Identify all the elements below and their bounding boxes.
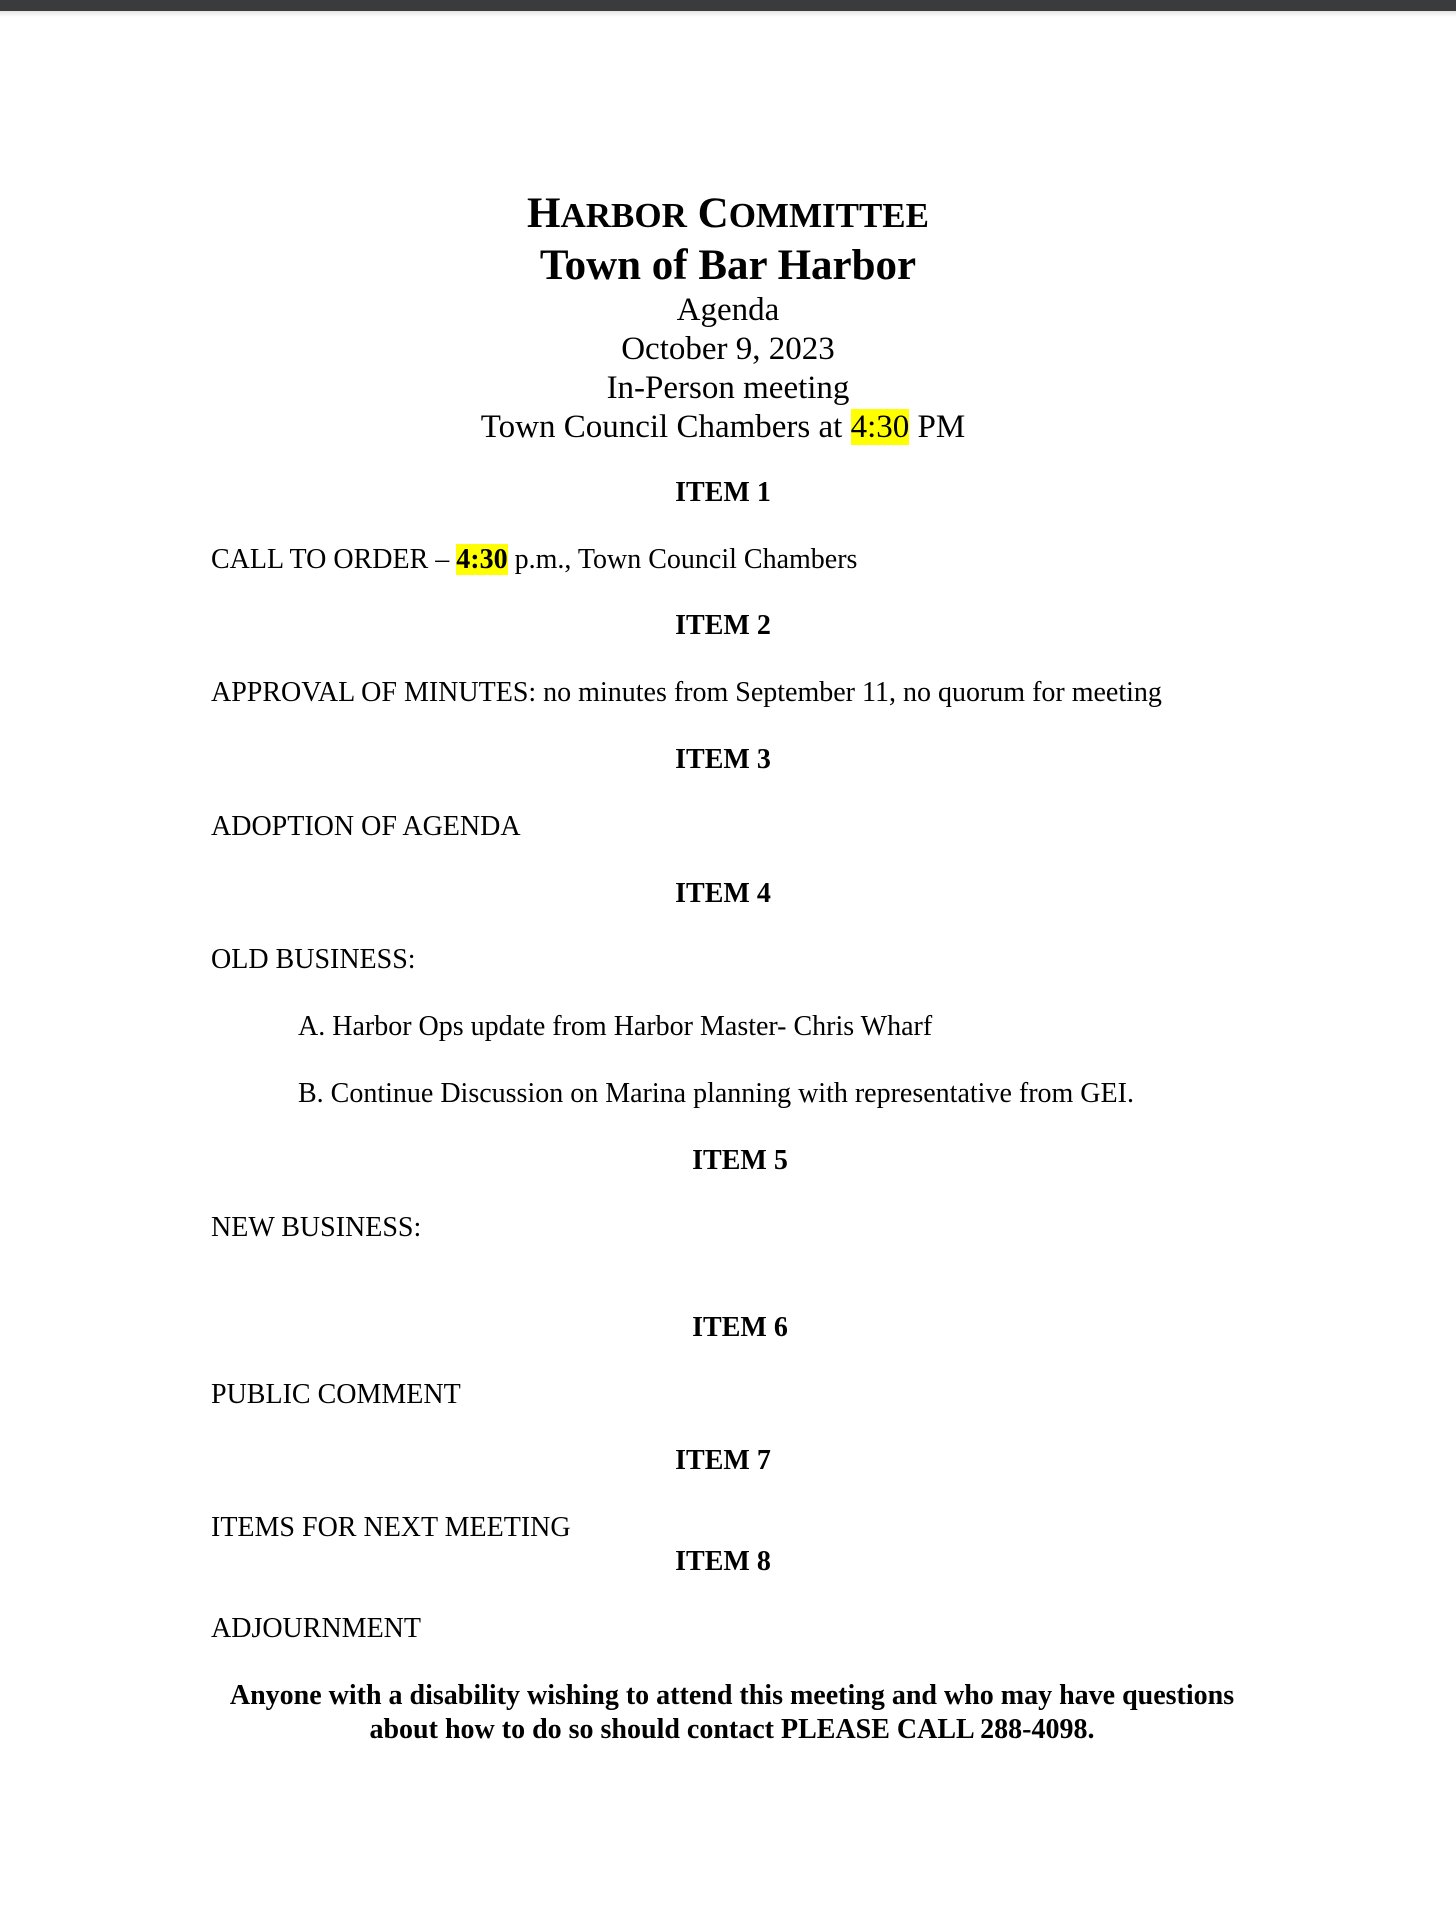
item-4-subitem-b: B. Continue Discussion on Marina planning with representative from GEI.	[298, 1078, 1134, 1109]
meeting-location	[0, 407, 1451, 447]
item-3-text: ADOPTION OF AGENDA	[211, 811, 521, 842]
meeting-date: October 9, 2023	[621, 331, 835, 367]
item-4-subitem-a: A. Harbor Ops update from Harbor Master- Chris Wharf	[298, 1011, 933, 1042]
item-6-text: PUBLIC COMMENT	[211, 1379, 461, 1410]
item-7-heading: ITEM 7	[675, 1445, 771, 1476]
item-2-text: APPROVAL OF MINUTES: no minutes from September 11, no quorum for meeting	[211, 677, 1162, 708]
title-second-rest: OMMITTEE	[728, 196, 929, 235]
item-6-heading: ITEM 6	[692, 1312, 788, 1343]
location-suffix: PM	[909, 409, 966, 445]
item-1-text	[211, 543, 857, 577]
item-1-prefix: CALL TO ORDER –	[211, 544, 457, 575]
doc-type: Agenda	[676, 292, 780, 328]
disability-notice-line-2: about how to do so should contact PLEASE CALL 288-4098.	[369, 1714, 1095, 1745]
item-1-time-highlight: 4:30	[456, 544, 508, 575]
item-8-heading: ITEM 8	[675, 1546, 771, 1577]
item-7-text: ITEMS FOR NEXT MEETING	[211, 1512, 571, 1543]
title-first-rest: ARBOR	[560, 196, 687, 235]
meeting-type: In-Person meeting	[606, 370, 850, 406]
location-time-highlight: 4:30	[850, 409, 910, 445]
item-2-heading: ITEM 2	[675, 610, 771, 641]
item-1-heading: ITEM 1	[675, 477, 771, 508]
item-4-heading: ITEM 4	[675, 878, 771, 909]
item-3-heading: ITEM 3	[675, 744, 771, 775]
item-5-text: NEW BUSINESS:	[211, 1212, 422, 1243]
item-1-suffix: p.m., Town Council Chambers	[507, 544, 858, 575]
item-4-text: OLD BUSINESS:	[211, 944, 416, 975]
viewer-top-bar-shadow	[0, 11, 1456, 17]
title-second-cap: C	[697, 190, 729, 237]
disability-notice-line-1: Anyone with a disability wishing to attend this meeting and who may have questions	[229, 1680, 1235, 1711]
title-first-cap: H	[527, 190, 561, 237]
committee-title	[0, 188, 1456, 242]
item-5-heading: ITEM 5	[692, 1145, 788, 1176]
item-8-text: ADJOURNMENT	[211, 1613, 421, 1644]
town-name: Town of Bar Harbor	[539, 242, 917, 289]
location-prefix: Town Council Chambers at	[480, 409, 851, 445]
viewer-top-bar	[0, 0, 1456, 11]
